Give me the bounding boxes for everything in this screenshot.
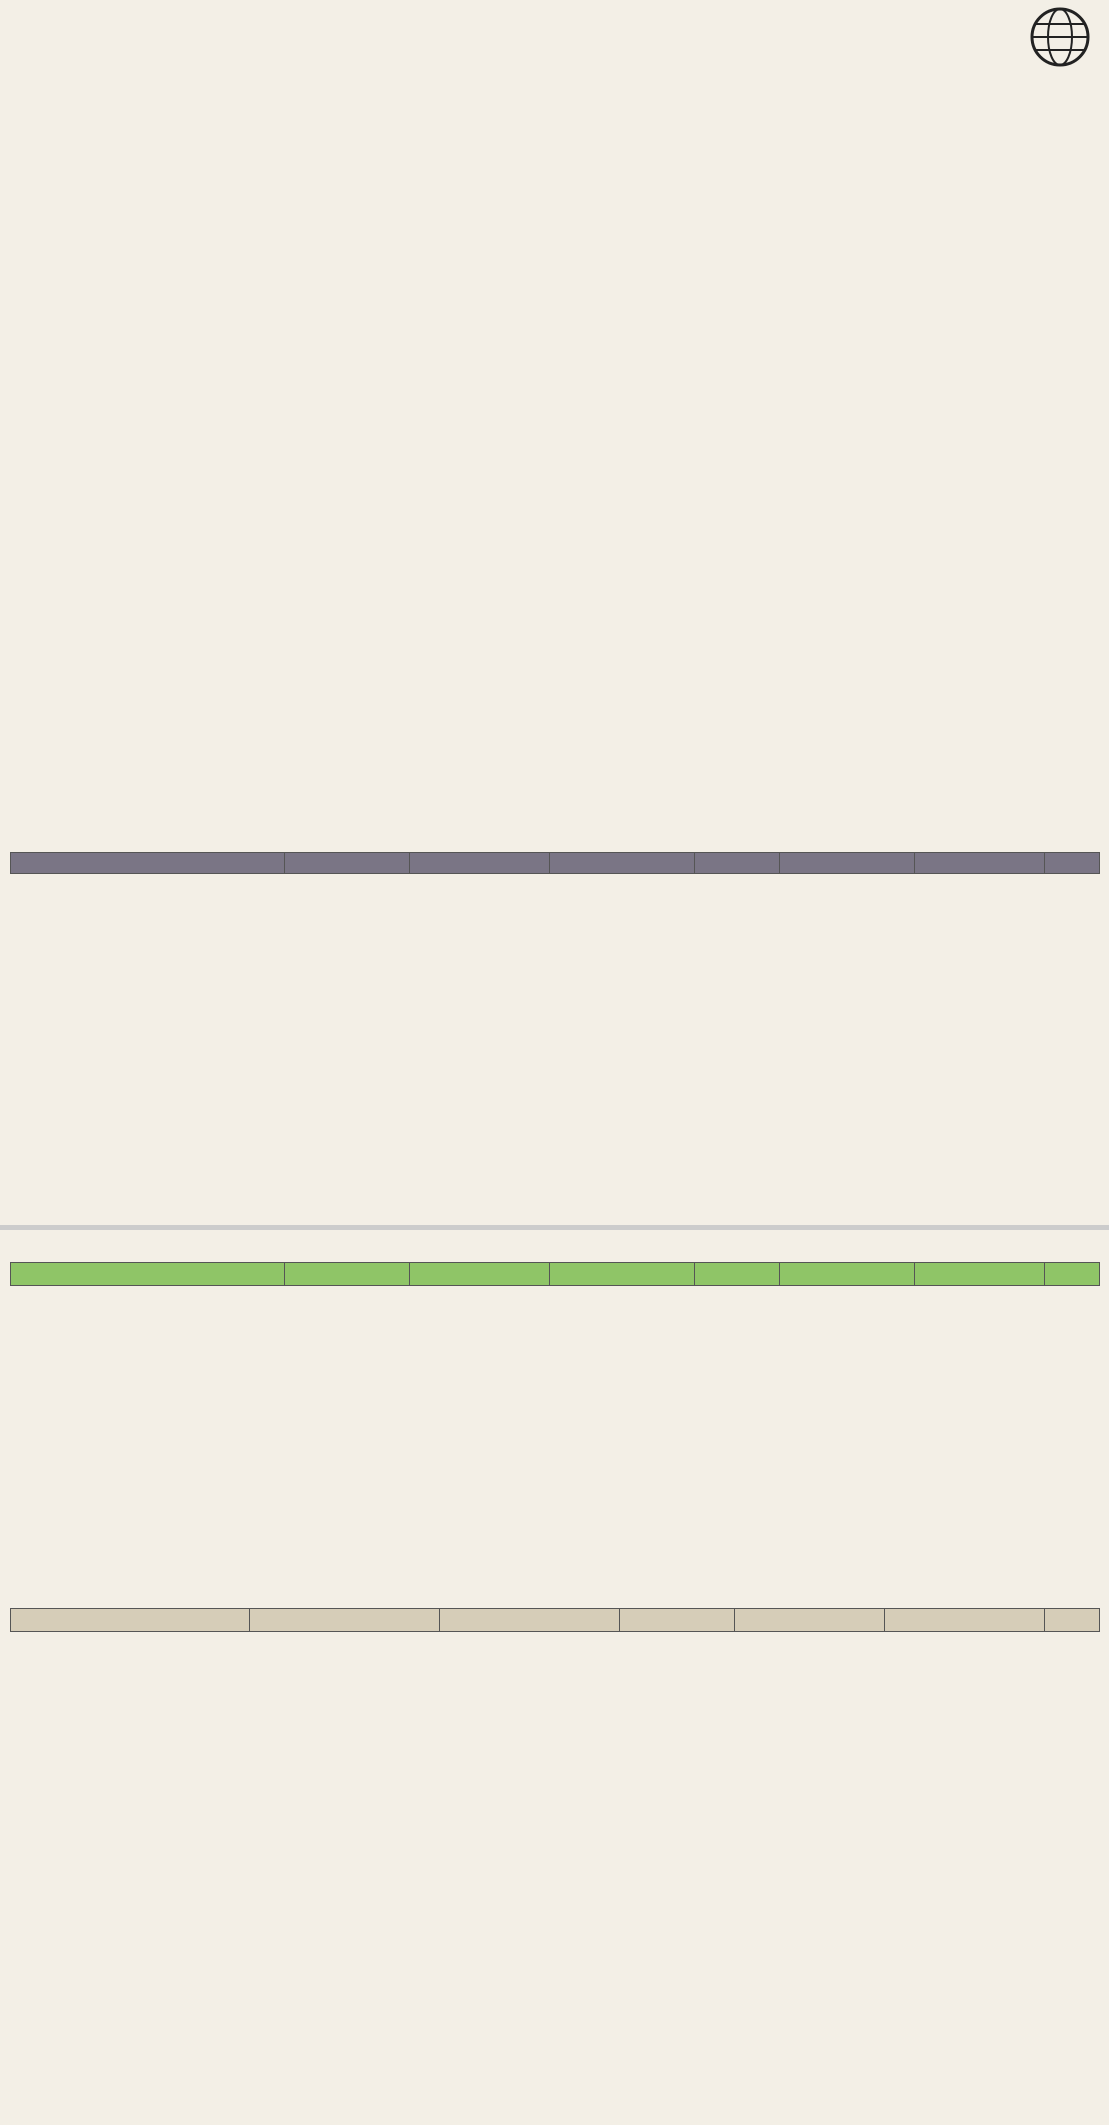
header <box>0 0 1109 70</box>
group2-table <box>10 1262 1100 1286</box>
group3-header-row <box>11 1609 1100 1632</box>
col-iran <box>695 853 780 874</box>
col-iran <box>695 1263 780 1286</box>
col-row <box>1045 1609 1100 1632</box>
company-logo-icon <box>1029 6 1091 68</box>
col-year <box>285 1263 410 1286</box>
col-spec <box>250 1609 440 1632</box>
group3-table <box>10 1608 1100 1632</box>
col-price <box>11 853 285 874</box>
separator <box>0 1225 1109 1230</box>
col-row <box>1045 853 1100 874</box>
col-price <box>11 1609 250 1632</box>
group2-header-row <box>11 1263 1100 1286</box>
col-sharing <box>915 853 1045 874</box>
col-type <box>550 1263 695 1286</box>
col-desc <box>440 1609 620 1632</box>
col-type <box>550 853 695 874</box>
group1-header-row <box>11 853 1100 874</box>
col-row <box>1045 1263 1100 1286</box>
intro-paragraph <box>12 66 1097 90</box>
col-plate <box>780 1263 915 1286</box>
col-plate <box>780 853 915 874</box>
col-status <box>620 1609 735 1632</box>
col-trailer-type <box>735 1609 885 1632</box>
col-year <box>285 853 410 874</box>
col-price <box>11 1263 285 1286</box>
col-chassis <box>885 1609 1045 1632</box>
col-smart <box>410 853 550 874</box>
col-sharing <box>915 1263 1045 1286</box>
col-smart <box>410 1263 550 1286</box>
group1-table <box>10 852 1100 874</box>
